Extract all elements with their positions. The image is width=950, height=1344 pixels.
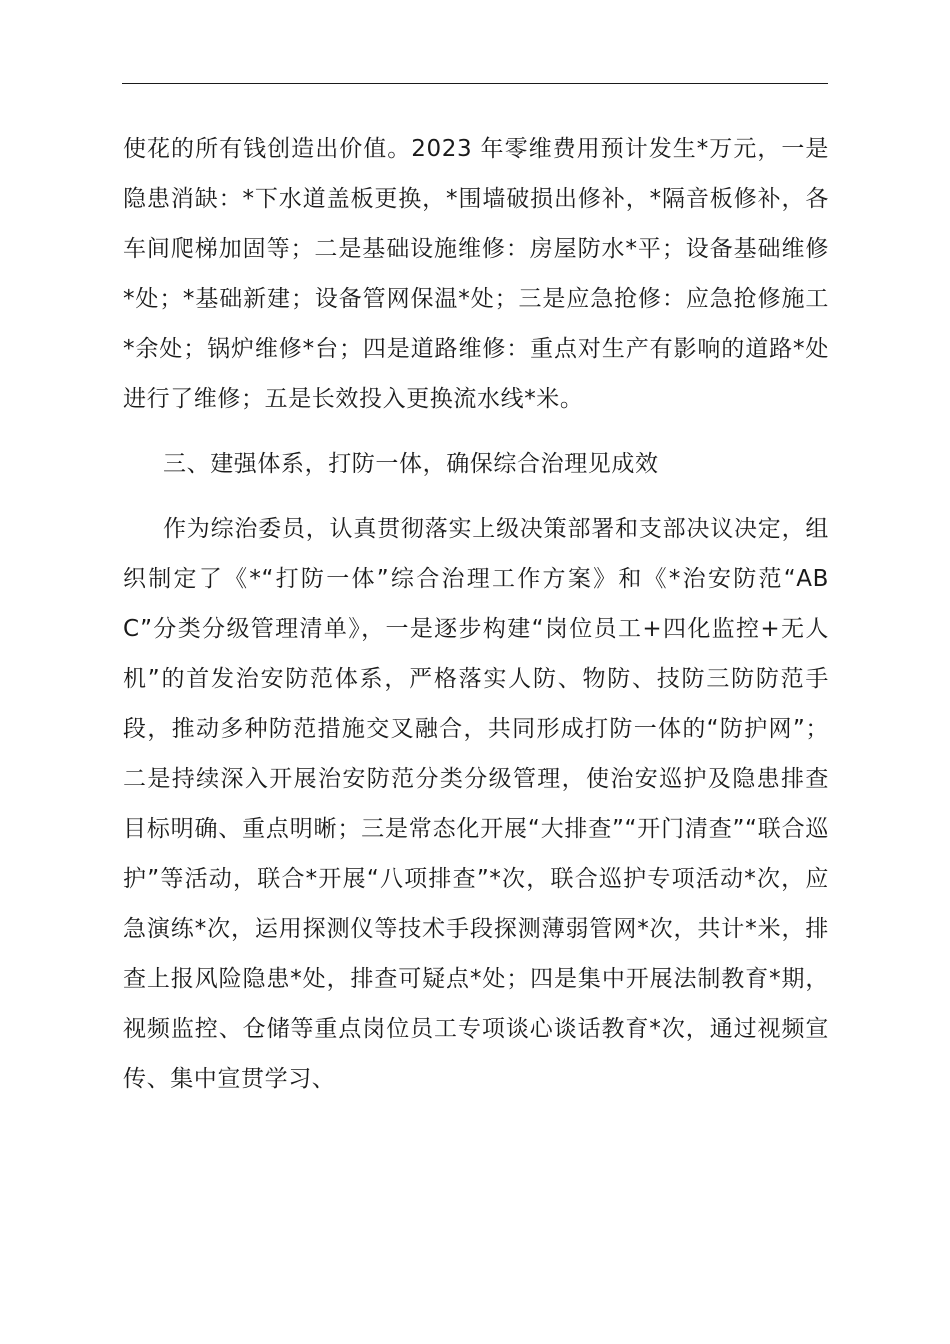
paragraph-maintenance-costs: 使花的所有钱创造出价值。2023 年零维费用预计发生*万元，一是隐患消缺：*下水道盖板更换，*围墙破损出修补，*隔音板修补，各车间爬梯加固等；二是基础设施维修：房屋防水*平；设备基础维修*处；*基础新建；设备管网保温*处；三是应急抢修：应急抢修施工*余处；锅炉维修*台；四是道路维修：重点对生产有影响的道路*处进行了维修；五是长效投入更换流水线*米。 [123, 136, 829, 412]
section-heading-three: 三、建强体系，打防一体，确保综合治理见成效 [163, 451, 659, 477]
header-rule [122, 83, 828, 84]
document-body [123, 124, 829, 1104]
paragraph-comprehensive-governance: 作为综治委员，认真贯彻落实上级决策部署和支部决议决定，组织制定了《*“打防一体”综合治理工作方案》和《*治安防范“ABC”分类分级管理清单》，一是逐步构建“岗位员工+四化监控+无人机”的首发治安防范体系，严格落实人防、物防、技防三防防范手段，推动多种防范措施交叉融合，共同形成打防一体的“防护网”；二是持续深入开展治安防范分类分级管理，使治安巡护及隐患排查目标明确、重点明晰；三是常态化开展“大排查”“开门清查”“联合巡护”等活动，联合*开展“八项排查”*次，联合巡护专项活动*次，应急演练*次，运用探测仪等技术手段探测薄弱管网*次，共计*米，排查上报风险隐患*处，排查可疑点*处；四是集中开展法制教育*期，视频监控、仓储等重点岗位员工专项谈心谈话教育*次，通过视频宣传、集中宣贯学习、 [123, 516, 829, 1092]
